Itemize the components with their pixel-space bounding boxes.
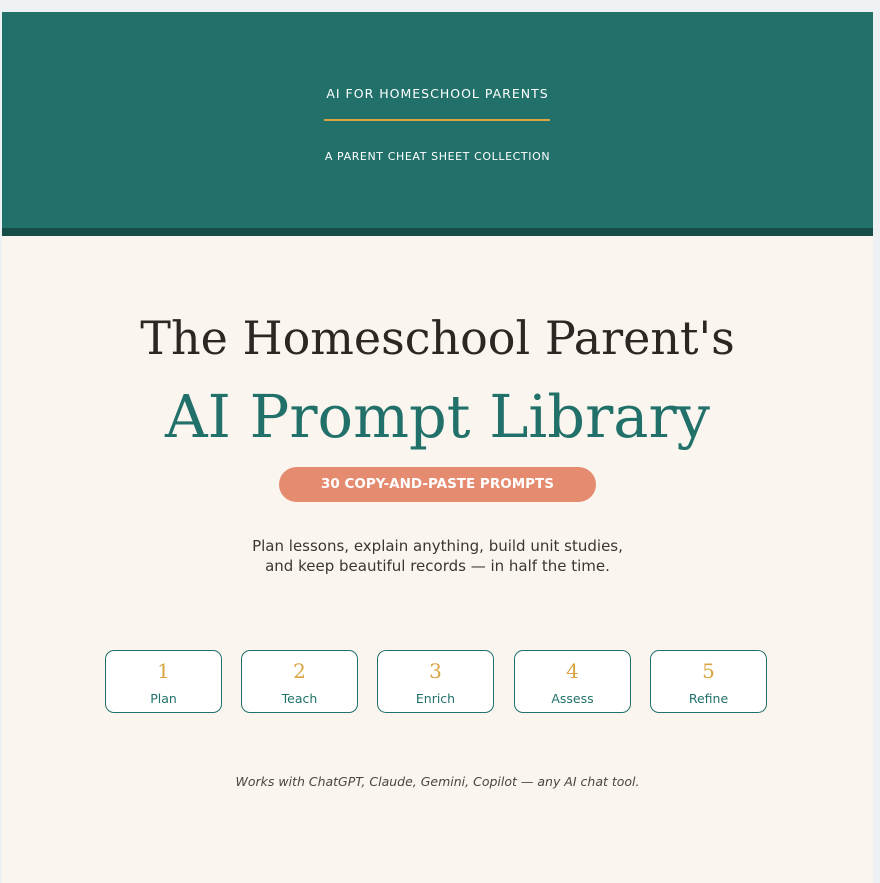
- step-card-teach: [241, 650, 358, 713]
- step-number: 4: [566, 659, 579, 683]
- step-number: 5: [702, 659, 715, 683]
- step-label: Plan: [150, 691, 177, 706]
- header-divider: [324, 119, 550, 121]
- cheat-sheet-page: [2, 12, 873, 883]
- step-card-enrich: [377, 650, 494, 713]
- step-label: Assess: [551, 691, 594, 706]
- step-label: Enrich: [415, 691, 456, 706]
- header-banner: [2, 12, 873, 228]
- step-label: Teach: [281, 691, 318, 706]
- step-number: 2: [293, 659, 306, 683]
- step-card-assess: [514, 650, 631, 713]
- description-line2: and keep beautiful records — in half the time.: [265, 557, 610, 575]
- step-card-refine: [650, 650, 767, 713]
- header-bottom-band: [2, 228, 873, 236]
- header-subkicker: A PARENT CHEAT SHEET COLLECTION: [324, 150, 551, 163]
- step-label: Refine: [688, 691, 729, 706]
- step-card-plan: [105, 650, 222, 713]
- prompt-count-badge: 30 COPY-AND-PASTE PROMPTS: [279, 467, 596, 502]
- page-title-line2: AI Prompt Library: [164, 382, 710, 451]
- step-number: 3: [429, 659, 442, 683]
- steps-row: [105, 650, 770, 715]
- compatibility-note: Works with ChatGPT, Claude, Gemini, Copilot — any AI chat tool.: [235, 774, 640, 789]
- step-number: 1: [157, 659, 170, 683]
- scrollbar-track[interactable]: [873, 12, 880, 883]
- page-title-line1: The Homeschool Parent's: [140, 311, 735, 365]
- description-line1: Plan lessons, explain anything, build unit studies,: [252, 537, 623, 555]
- header-kicker: AI FOR HOMESCHOOL PARENTS: [326, 86, 549, 101]
